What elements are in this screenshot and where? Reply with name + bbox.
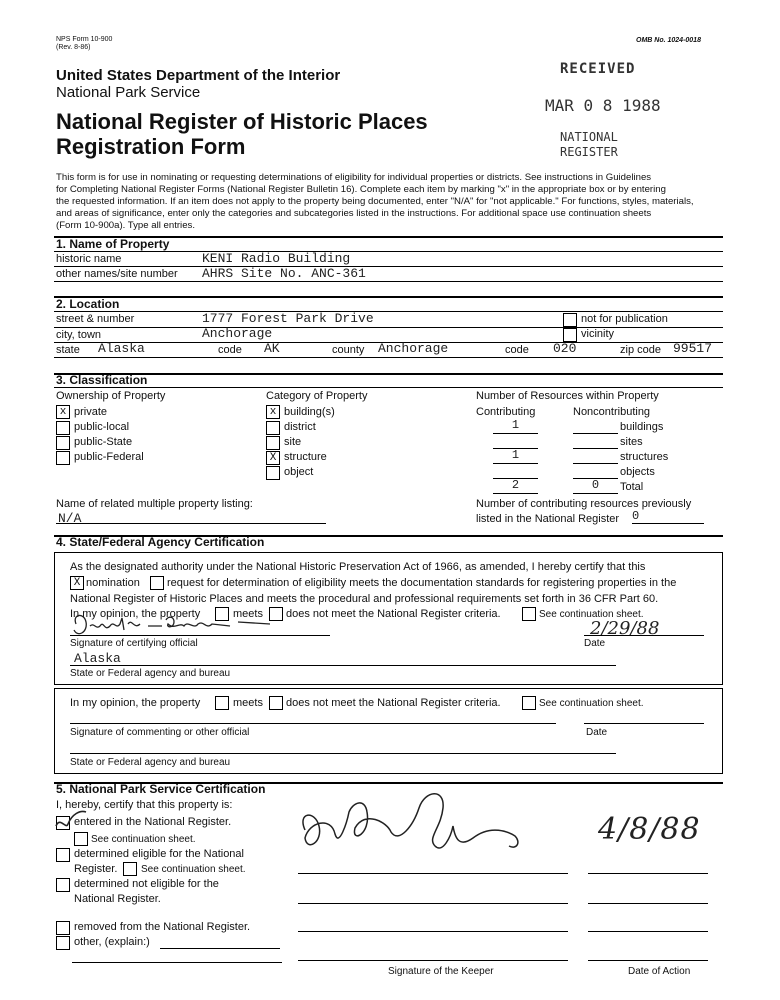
public-state-checkbox[interactable] <box>56 436 70 450</box>
certifying-signature-label: Signature of certifying official <box>70 638 198 649</box>
does-not-meet-label-2: does not meet the National Register criteria. <box>286 697 501 709</box>
instructions-line: for Completing National Register Forms (National Register Bulletin 16). Complete each item by marking "x" in the appropriate box or by entering <box>56 184 666 195</box>
keeper-line <box>298 960 568 961</box>
instructions-line: This form is for use in nominating or requesting determinations of eligibility for individual properties or districts. See instructions in Guidelines <box>56 172 652 183</box>
continuation-label-2: See continuation sheet. <box>539 698 644 709</box>
noncontributing-header: Noncontributing <box>573 406 651 418</box>
meets-checkbox-2[interactable] <box>215 696 229 710</box>
previously-listed-field[interactable]: 0 <box>632 509 704 524</box>
city-label: city, town <box>56 329 102 341</box>
meets-label-2: meets <box>233 697 263 709</box>
district-checkbox[interactable] <box>266 421 280 435</box>
action-date-line <box>588 960 708 961</box>
not-for-publication-label: not for publication <box>581 313 668 325</box>
certification-text: As the designated authority under the National Historic Preservation Act of 1966, as amended, I hereby certify that this <box>70 561 646 573</box>
street-field[interactable]: 1777 Forest Park Drive <box>202 311 374 326</box>
previously-listed-label-2: listed in the National Register <box>476 513 620 525</box>
private-label: private <box>74 406 108 418</box>
rule <box>54 387 723 388</box>
form-subtitle: Registration Form <box>56 134 246 159</box>
rule <box>54 327 723 328</box>
removed-label: removed from the National Register. <box>74 921 251 933</box>
not-eligible-label-2: National Register. <box>74 893 161 905</box>
related-listing-field[interactable]: N/A <box>58 511 82 526</box>
noncontributing-buildings-field[interactable] <box>573 418 618 434</box>
objects-label: objects <box>620 466 655 478</box>
form-revision: (Rev. 8-86) <box>56 44 91 51</box>
department-name: United States Department of the Interior <box>56 67 341 84</box>
noncontributing-sites-field[interactable] <box>573 433 618 449</box>
keeper-line <box>298 873 568 874</box>
request-determination-text: request for determination of eligibility meets the documentation standards for registering properties in the <box>167 577 677 589</box>
previously-listed-label: Number of contributing resources previously <box>476 498 692 510</box>
entered-check-mark <box>52 806 92 836</box>
section-divider <box>54 373 723 375</box>
buildings-category-label: building(s) <box>284 406 335 418</box>
resources-label: Number of Resources within Property <box>476 390 659 402</box>
instructions-line: the requested information. If an item does not apply to the property being documented, enter "N/A" for "not applicable." For functions, styles, materials, <box>56 196 694 207</box>
noncontributing-total-field[interactable]: 0 <box>573 478 618 494</box>
opinion-label: In my opinion, the property <box>70 608 201 620</box>
certifying-date-label: Date <box>584 638 606 649</box>
action-date-line <box>588 931 708 932</box>
received-stamp: RECEIVED <box>560 61 636 77</box>
zip-field[interactable]: 99517 <box>673 341 713 356</box>
street-label: street & number <box>56 313 135 325</box>
state-agency-label: State or Federal agency and bureau <box>70 668 231 679</box>
commenting-date-label: Date <box>586 727 608 738</box>
nomination-label: nomination <box>86 577 140 589</box>
public-federal-checkbox[interactable] <box>56 451 70 465</box>
keeper-signature <box>295 782 555 867</box>
determined-eligible-label-2: Register. <box>74 863 118 875</box>
other-line-2 <box>72 962 282 963</box>
keeper-signature-label: Signature of the Keeper <box>388 966 494 977</box>
continuation-label: See continuation sheet. <box>539 609 644 620</box>
other-names-label: other names/site number <box>56 268 178 280</box>
determined-eligible-label: determined eligible for the National <box>74 848 244 860</box>
section-2-title: 2. Location <box>56 297 120 311</box>
agency-label-2: State or Federal agency and bureau <box>70 757 231 768</box>
county-code-field[interactable]: 020 <box>553 341 577 356</box>
does-not-meet-label: does not meet the National Register criteria. <box>286 608 501 620</box>
action-date: 4/8/88 <box>598 812 701 847</box>
certifying-date: 2/29/88 <box>590 618 660 639</box>
vicinity-checkbox[interactable] <box>563 328 577 342</box>
not-eligible-checkbox[interactable] <box>56 878 70 892</box>
rule <box>54 251 723 252</box>
commenting-signature-label: Signature of commenting or other official <box>70 727 250 738</box>
county-code-label: code <box>505 344 529 356</box>
eligible-continuation-checkbox[interactable] <box>123 862 137 876</box>
site-label: site <box>284 436 302 448</box>
state-code-field[interactable]: AK <box>264 341 280 356</box>
private-checkbox[interactable]: x <box>56 405 70 419</box>
form-instructions <box>56 172 726 232</box>
rule <box>54 281 723 282</box>
rule <box>54 311 723 312</box>
other-names-field[interactable]: AHRS Site No. ANC-361 <box>202 266 366 281</box>
object-checkbox[interactable] <box>266 466 280 480</box>
structure-label: structure <box>284 451 327 463</box>
opinion-label-2: In my opinion, the property <box>70 697 201 709</box>
contributing-total-field[interactable]: 2 <box>493 478 538 494</box>
public-local-checkbox[interactable] <box>56 421 70 435</box>
county-label: county <box>332 344 365 356</box>
contributing-structures-field[interactable]: 1 <box>493 448 538 464</box>
form-title: National Register of Historic Places <box>56 109 428 134</box>
rule <box>56 523 326 524</box>
category-label: Category of Property <box>266 390 368 402</box>
section-3-title: 3. Classification <box>56 373 148 387</box>
action-date-line <box>588 873 708 874</box>
ownership-label: Ownership of Property <box>56 390 166 402</box>
city-field[interactable]: Anchorage <box>202 326 273 341</box>
section-1-title: 1. Name of Property <box>56 237 170 251</box>
historic-name-label: historic name <box>56 253 122 265</box>
site-checkbox[interactable] <box>266 436 280 450</box>
historic-name-field[interactable]: KENI Radio Building <box>202 251 351 266</box>
contributing-header: Contributing <box>476 406 536 418</box>
not-for-publication-checkbox[interactable] <box>563 313 577 327</box>
keeper-line <box>298 903 568 904</box>
noncontributing-structures-field[interactable] <box>573 448 618 464</box>
action-date-line <box>588 903 708 904</box>
entered-continuation-label: See continuation sheet. <box>91 834 196 845</box>
structure-checkbox[interactable]: X <box>266 451 280 465</box>
date-line <box>584 635 704 636</box>
nps-certify-intro: I, hereby, certify that this property is: <box>56 799 233 811</box>
rule <box>54 357 723 358</box>
agency-line <box>70 753 616 754</box>
signature-line <box>70 635 330 636</box>
state-code-label: code <box>218 344 242 356</box>
date-line <box>584 723 704 724</box>
contributing-objects-field[interactable] <box>493 463 538 479</box>
determined-eligible-checkbox[interactable] <box>56 848 70 862</box>
signature-line <box>70 723 556 724</box>
action-date-label: Date of Action <box>628 966 691 977</box>
continuation-checkbox-2[interactable] <box>522 696 536 710</box>
other-label: other, (explain:) <box>74 936 150 948</box>
public-federal-label: public-Federal <box>74 451 144 463</box>
vicinity-label: vicinity <box>581 328 615 340</box>
sites-label: sites <box>620 436 643 448</box>
other-checkbox[interactable] <box>56 936 70 950</box>
buildings-label: buildings <box>620 421 664 433</box>
received-date-stamp: MAR 0 8 1988 <box>545 96 661 115</box>
zip-label: zip code <box>620 344 661 356</box>
state-label: state <box>56 344 80 356</box>
contributing-sites-field[interactable] <box>493 433 538 449</box>
omb-number: OMB No. 1024-0018 <box>636 37 701 44</box>
instructions-line: (Form 10-900a). Type all entries. <box>56 220 195 231</box>
state-agency-field[interactable]: Alaska <box>74 651 121 666</box>
district-label: district <box>284 421 316 433</box>
county-field[interactable]: Anchorage <box>378 341 449 356</box>
service-name: National Park Service <box>56 84 201 101</box>
state-field[interactable]: Alaska <box>98 341 145 356</box>
stamp-national: NATIONAL <box>560 130 618 144</box>
public-local-label: public-local <box>74 421 130 433</box>
section-4-title: 4. State/Federal Agency Certification <box>56 535 265 549</box>
request-determination-checkbox[interactable] <box>150 576 164 590</box>
not-eligible-label: determined not eligible for the <box>74 878 219 890</box>
instructions-line: and areas of significance, enter only the categories and subcategories listed in the instructions. For additional space use continuation sheets <box>56 208 652 219</box>
section-divider <box>54 296 723 298</box>
buildings-checkbox[interactable]: x <box>266 405 280 419</box>
rule <box>54 266 723 267</box>
total-label: Total <box>620 481 644 493</box>
keeper-line <box>298 931 568 932</box>
public-state-label: public-State <box>74 436 133 448</box>
eligible-continuation-label: See continuation sheet. <box>141 864 246 875</box>
entered-label: entered in the National Register. <box>74 816 232 828</box>
form-number: NPS Form 10-900 <box>56 36 113 43</box>
agency-line <box>70 665 616 666</box>
contributing-buildings-field[interactable]: 1 <box>493 418 538 434</box>
continuation-checkbox[interactable] <box>522 607 536 621</box>
section-5-title: 5. National Park Service Certification <box>56 782 266 796</box>
structures-label: structures <box>620 451 669 463</box>
stamp-register: REGISTER <box>560 145 618 159</box>
related-listing-label: Name of related multiple property listing: <box>56 498 253 510</box>
does-not-meet-checkbox-2[interactable] <box>269 696 283 710</box>
other-line <box>160 948 280 949</box>
certification-text-3: National Register of Historic Places and meets the procedural and professional requirements set forth in 36 CFR Part 60. <box>70 593 659 605</box>
meets-label: meets <box>233 608 263 620</box>
removed-checkbox[interactable] <box>56 921 70 935</box>
object-label: object <box>284 466 314 478</box>
noncontributing-objects-field[interactable] <box>573 463 618 479</box>
nomination-checkbox[interactable]: X <box>70 576 84 590</box>
